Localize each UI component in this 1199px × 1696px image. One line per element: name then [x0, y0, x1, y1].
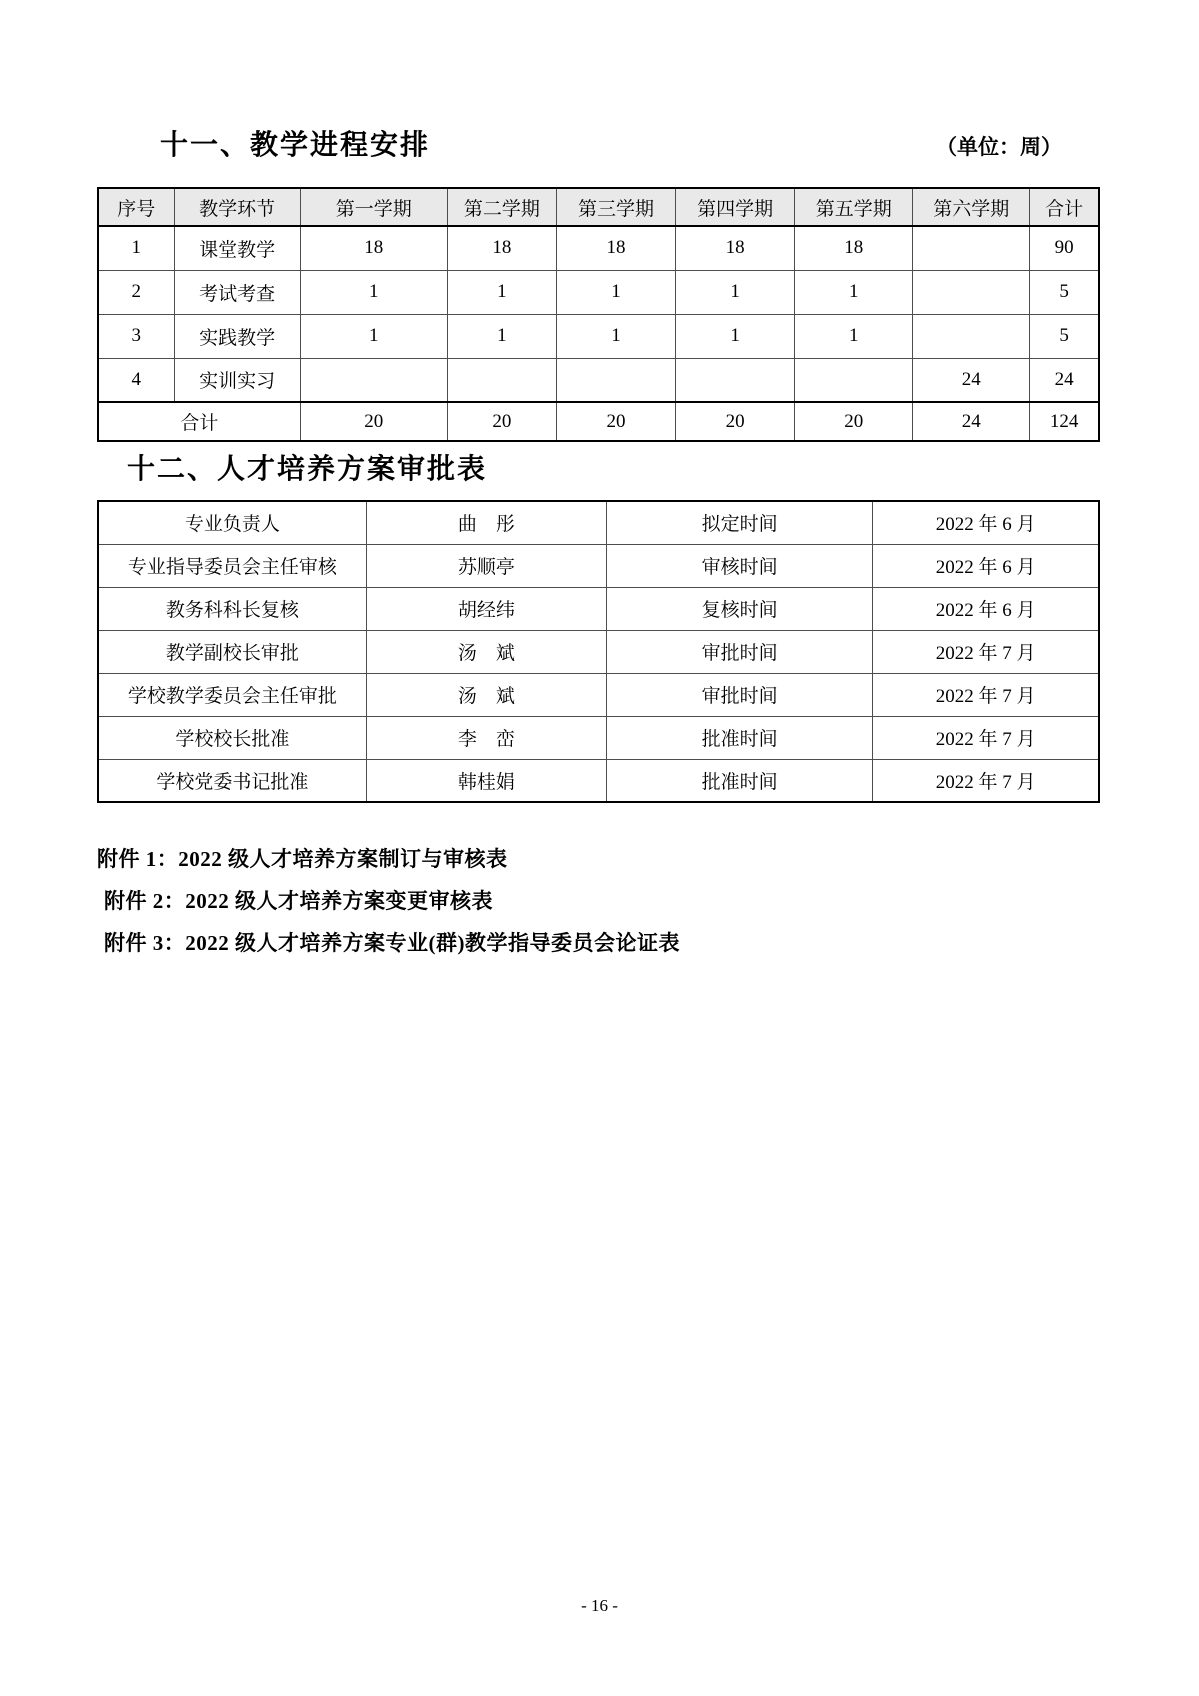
table-cell	[300, 358, 447, 402]
table-cell: 4	[98, 358, 174, 402]
time-value-cell: 2022 年 6 月	[873, 501, 1099, 544]
header-cell-activity: 教学环节	[174, 188, 300, 226]
time-label-cell: 拟定时间	[607, 501, 873, 544]
time-label-cell: 审批时间	[607, 630, 873, 673]
time-label-cell: 批准时间	[607, 716, 873, 759]
unit-note: （单位：周）	[936, 136, 1062, 159]
table-row	[98, 673, 1099, 716]
table-row	[98, 314, 1099, 358]
table-cell: 24	[1030, 358, 1099, 402]
time-value-cell: 2022 年 7 月	[873, 716, 1099, 759]
attachment-note-1: 附件 1：2022 级人才培养方案制订与审核表	[97, 847, 508, 871]
table-row	[98, 358, 1099, 402]
table-cell: 1	[556, 314, 675, 358]
role-cell: 专业负责人	[98, 501, 366, 544]
table-cell: 1	[795, 314, 913, 358]
name-cell: 韩桂娟	[366, 759, 606, 802]
table-cell: 课堂教学	[174, 226, 300, 270]
table-cell	[447, 358, 556, 402]
table-cell	[795, 358, 913, 402]
table-cell: 18	[556, 226, 675, 270]
table-cell: 1	[300, 270, 447, 314]
table-header-row	[98, 188, 1099, 226]
time-value-cell: 2022 年 7 月	[873, 630, 1099, 673]
name-cell: 曲 彤	[366, 501, 606, 544]
header-cell-semester-5: 第五学期	[795, 188, 913, 226]
page-number: - 16 -	[581, 1596, 618, 1615]
name-cell: 汤 斌	[366, 630, 606, 673]
time-value-cell: 2022 年 6 月	[873, 544, 1099, 587]
table-cell: 20	[676, 402, 795, 441]
table-cell: 1	[556, 270, 675, 314]
table-cell: 20	[795, 402, 913, 441]
table-cell: 1	[795, 270, 913, 314]
table-cell: 5	[1030, 314, 1099, 358]
attachment-note-3: 附件 3：2022 级人才培养方案专业(群)教学指导委员会论证表	[104, 931, 680, 955]
table-cell: 18	[300, 226, 447, 270]
table-cell: 1	[447, 270, 556, 314]
header-cell-semester-4: 第四学期	[676, 188, 795, 226]
table-cell: 90	[1030, 226, 1099, 270]
header-cell-semester-1: 第一学期	[300, 188, 447, 226]
table-cell: 2	[98, 270, 174, 314]
table-row	[98, 270, 1099, 314]
table-cell: 5	[1030, 270, 1099, 314]
header-cell-index: 序号	[98, 188, 174, 226]
table-cell: 24	[913, 358, 1030, 402]
teaching-progress-table	[97, 187, 1100, 442]
time-value-cell: 2022 年 7 月	[873, 759, 1099, 802]
name-cell: 胡经纬	[366, 587, 606, 630]
role-cell: 学校党委书记批准	[98, 759, 366, 802]
time-label-cell: 复核时间	[607, 587, 873, 630]
table-cell	[913, 314, 1030, 358]
name-cell: 汤 斌	[366, 673, 606, 716]
table-cell: 1	[676, 314, 795, 358]
time-value-cell: 2022 年 6 月	[873, 587, 1099, 630]
role-cell: 学校教学委员会主任审批	[98, 673, 366, 716]
table-cell: 1	[676, 270, 795, 314]
table-cell	[556, 358, 675, 402]
header-cell-total: 合计	[1030, 188, 1099, 226]
table-row	[98, 587, 1099, 630]
table-cell: 3	[98, 314, 174, 358]
table-cell	[913, 226, 1030, 270]
table-row	[98, 544, 1099, 587]
table-cell: 24	[913, 402, 1030, 441]
role-cell: 教学副校长审批	[98, 630, 366, 673]
table-cell: 1	[447, 314, 556, 358]
role-cell: 专业指导委员会主任审核	[98, 544, 366, 587]
approval-table	[97, 500, 1100, 803]
section-11-heading-row	[97, 128, 1100, 162]
name-cell: 李 峦	[366, 716, 606, 759]
time-label-cell: 审批时间	[607, 673, 873, 716]
header-cell-semester-3: 第三学期	[556, 188, 675, 226]
attachment-note-2: 附件 2：2022 级人才培养方案变更审核表	[104, 889, 493, 913]
header-cell-semester-2: 第二学期	[447, 188, 556, 226]
role-cell: 教务科科长复核	[98, 587, 366, 630]
table-cell: 18	[795, 226, 913, 270]
table-cell: 实训实习	[174, 358, 300, 402]
attachments-list	[97, 843, 680, 969]
table-row	[98, 226, 1099, 270]
header-cell-semester-6: 第六学期	[913, 188, 1030, 226]
section-12-title: 十二、人才培养方案审批表	[127, 453, 488, 484]
table-cell: 20	[300, 402, 447, 441]
table-cell: 实践教学	[174, 314, 300, 358]
table-row	[98, 759, 1099, 802]
table-cell	[676, 358, 795, 402]
total-label-cell: 合计	[98, 402, 300, 441]
table-total-row	[98, 402, 1099, 441]
table-cell: 20	[447, 402, 556, 441]
table-row	[98, 501, 1099, 544]
table-cell: 18	[676, 226, 795, 270]
table-cell: 18	[447, 226, 556, 270]
table-cell: 考试考查	[174, 270, 300, 314]
time-label-cell: 审核时间	[607, 544, 873, 587]
section-11-title: 十一、教学进程安排	[160, 129, 431, 160]
name-cell: 苏顺亭	[366, 544, 606, 587]
role-cell: 学校校长批准	[98, 716, 366, 759]
table-row	[98, 630, 1099, 673]
time-label-cell: 批准时间	[607, 759, 873, 802]
table-cell	[913, 270, 1030, 314]
table-cell: 124	[1030, 402, 1099, 441]
table-row	[98, 716, 1099, 759]
table-cell: 20	[556, 402, 675, 441]
table-cell: 1	[98, 226, 174, 270]
table-cell: 1	[300, 314, 447, 358]
time-value-cell: 2022 年 7 月	[873, 673, 1099, 716]
